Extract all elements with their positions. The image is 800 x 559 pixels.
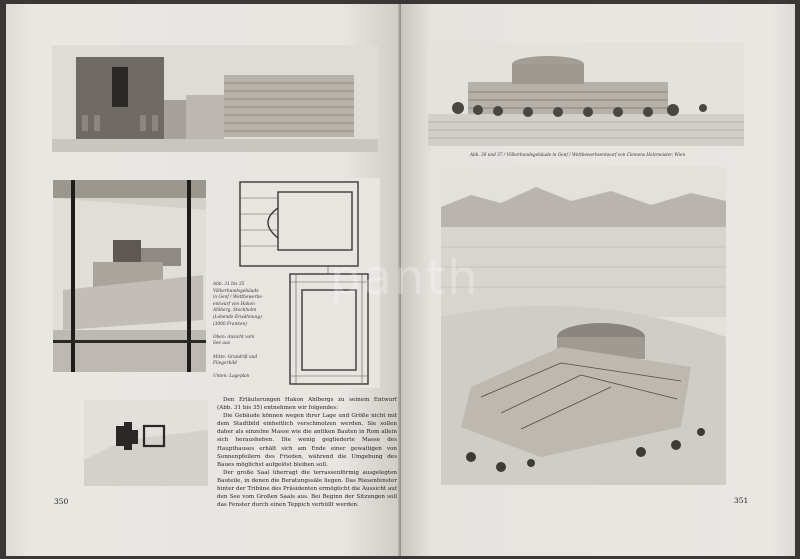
- figure-site-plan: [84, 400, 208, 486]
- figure-aerial-perspective: [441, 167, 726, 485]
- caption-line: entwurf von Hakon: [213, 301, 255, 307]
- left-page-number: 350: [54, 497, 69, 506]
- caption-line: [213, 348, 265, 355]
- caption-line: (3000 Franken): [213, 321, 247, 327]
- caption-line: in Genf / Wettbewerbs-: [213, 295, 264, 301]
- caption-line: Völkerbundsgebäude: [213, 288, 259, 294]
- caption-line: (Lobende Erwähnung): [213, 314, 262, 320]
- watermark-text: panth: [330, 250, 480, 306]
- caption-line: [213, 328, 265, 335]
- right-page-number: 351: [734, 496, 749, 505]
- left-body-text: [217, 396, 397, 509]
- caption-line: Ahlberg, Stockholm: [213, 308, 257, 314]
- body-paragraph: Die Gebäude können wegen ihrer Lage und Größe nicht mit dem Stadtbild einheitlich verschmolzen werden. Sie sollen daher als einzelne Masse wie die antiken Bauten in Rom allein sich herausheben. Die wenig gegliederte Masse des Haupthauses erhält sich am Ende einer gewaltigen von Sonnenpfeilern des Frieden, während die Umgebung des Baues möglichst aufgelöst bleiben soll.: [217, 413, 397, 468]
- caption-line: See aus: [213, 341, 230, 347]
- left-figure-caption: [213, 282, 265, 381]
- caption-line: Unten: Lageplan: [213, 374, 250, 380]
- figure-perspective-lake-view: [428, 42, 744, 146]
- figure-elevation-lake-view: [52, 45, 378, 152]
- body-paragraph: Der große Saal überragt die terrassenförmig ausgelegten Bauteile, in denen die Beratungssäle liegen. Das Riesenfenster hinter der Tribüne des Präsidenten ermöglicht die Aussicht auf den See vom Großen Saals aus. Bei Beginn der Sitzungen soll das Fenster durch einen Teppich verhüllt werden.: [217, 469, 397, 509]
- figure-aerial-model-photo: [53, 180, 206, 372]
- body-paragraph: Den Erläuterungen Hakon Ahlbergs zu seinem Entwurf (Abb. 31 bis 35) entnehmen wir folgendes:: [217, 397, 397, 412]
- caption-line: Abb. 31 bis 35: [213, 282, 245, 287]
- caption-line: [213, 368, 265, 375]
- caption-line: Oben: Ansicht vom: [213, 334, 255, 340]
- right-figure-caption: Abb. 36 und 37 / Völkerbundsgebäude in Genf / Wettbewerbsentwurf von Clemens Holzmeister, Wien: [470, 152, 686, 157]
- caption-line: Fliegerbild: [213, 361, 237, 367]
- caption-line: Mitte: Grundriß und: [213, 354, 258, 360]
